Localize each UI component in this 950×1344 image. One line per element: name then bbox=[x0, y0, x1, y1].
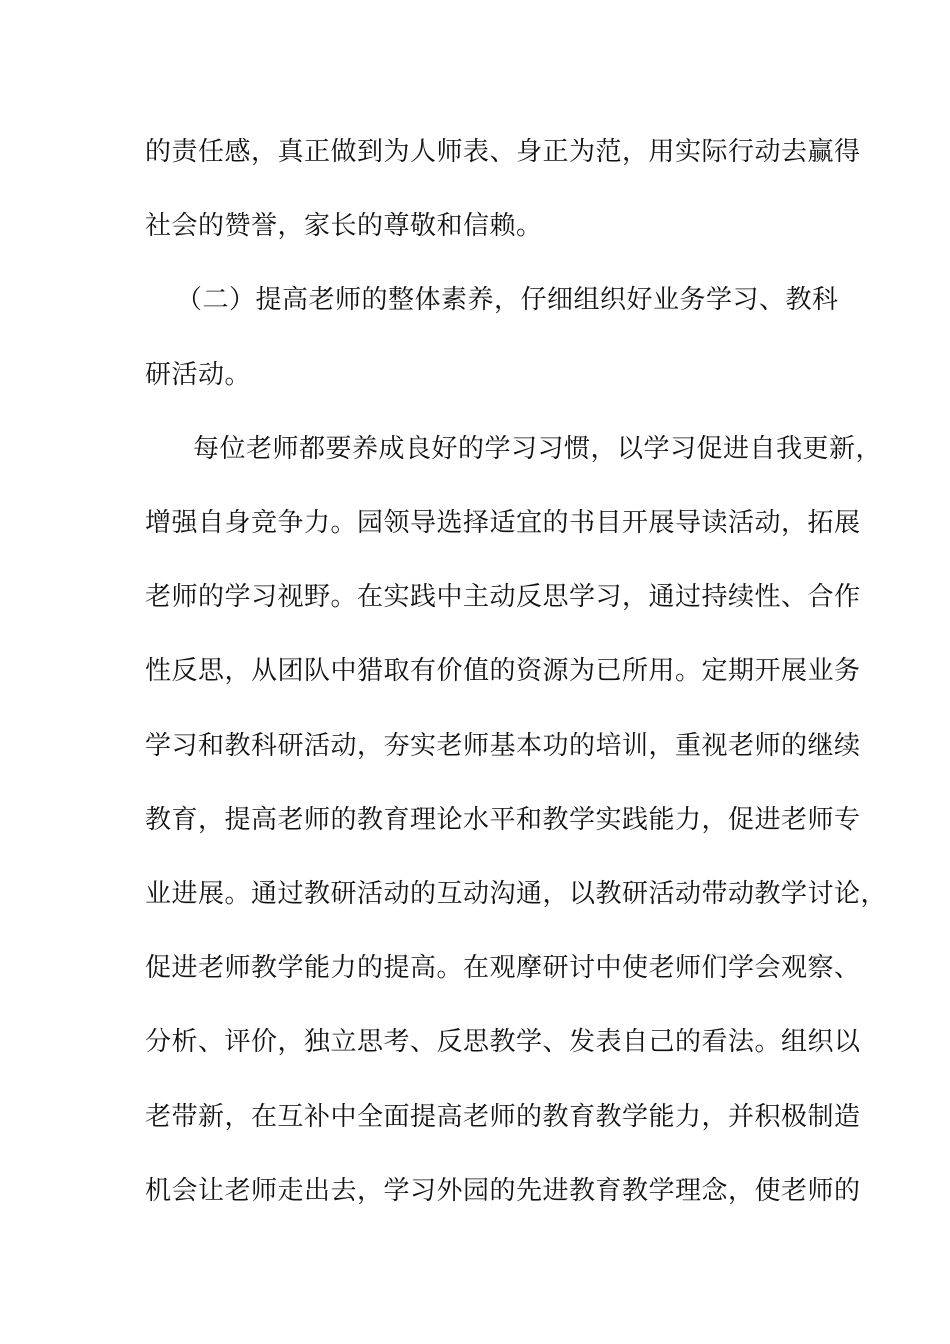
text-line-2: 社会的赞誉，家长的尊敬和信赖。 bbox=[145, 211, 543, 241]
paragraph-line-11: 机会让老师走出去，学习外园的先进教育教学理念，使老师的 bbox=[145, 1176, 861, 1206]
text-line-1: 的责任感，真正做到为人师表、身正为范，用实际行动去赢得 bbox=[145, 137, 861, 167]
paragraph-line-4: 性反思，从团队中猎取有价值的资源为已所用。定期开展业务 bbox=[145, 656, 861, 686]
paragraph-line-6: 教育，提高老师的教育理论水平和教学实践能力，促进老师专 bbox=[145, 805, 861, 835]
paragraph-line-2: 增强自身竞争力。园领导选择适宜的书目开展导读活动，拓展 bbox=[145, 508, 861, 538]
paragraph-line-3: 老师的学习视野。在实践中主动反思学习，通过持续性、合作 bbox=[145, 582, 861, 612]
paragraph-line-9: 分析、评价，独立思考、反思教学、发表自己的看法。组织以 bbox=[145, 1027, 861, 1057]
paragraph-line-7: 业进展。通过教研活动的互动沟通，以教研活动带动教学讨论， bbox=[145, 879, 888, 909]
paragraph-line-8: 促进老师教学能力的提高。在观摩研讨中使老师们学会观察、 bbox=[145, 953, 861, 983]
section-heading-line-2: 研活动。 bbox=[145, 360, 252, 390]
section-heading-line-1: （二）提高老师的整体素养，仔细组织好业务学习、教科 bbox=[176, 285, 839, 315]
paragraph-line-5: 学习和教科研活动，夯实老师基本功的培训，重视老师的继续 bbox=[145, 731, 861, 761]
paragraph-line-10: 老带新，在互补中全面提高老师的教育教学能力，并积极制造 bbox=[145, 1102, 861, 1132]
paragraph-line-1: 每位老师都要养成良好的学习习惯，以学习促进自我更新， bbox=[193, 434, 883, 464]
